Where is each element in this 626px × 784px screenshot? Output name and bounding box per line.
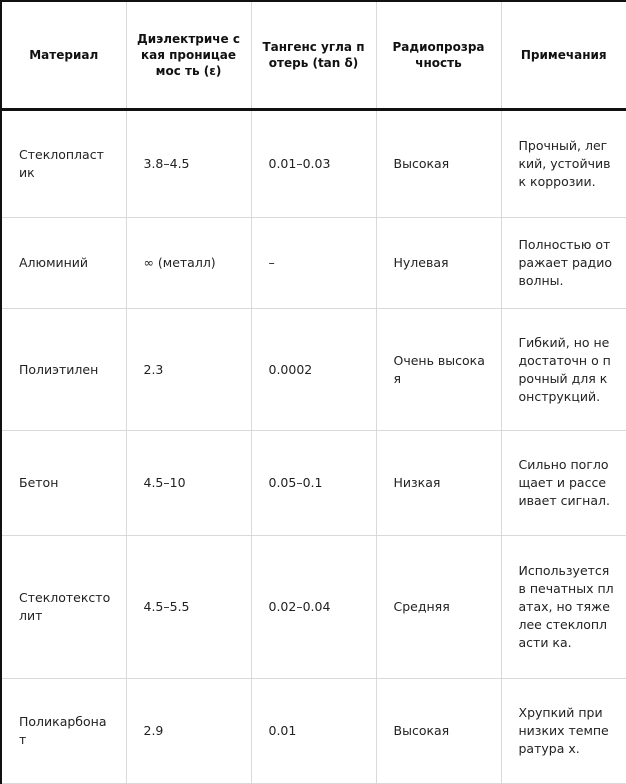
cell-notes: Хрупкий при низких температура х. — [501, 679, 626, 784]
cell-notes: Сильно поглощает и рассеивает сигнал. — [501, 431, 626, 536]
cell-notes: Используется в печатных платах, но тяжелее стеклопласти ка. — [501, 536, 626, 679]
header-dielectric-permittivity: Диэлектриче ская проницаемос ть (ε) — [126, 1, 251, 110]
header-row — [1, 1, 626, 110]
table-row — [1, 309, 626, 431]
cell-loss-tangent: 0.0002 — [251, 309, 376, 431]
table-row — [1, 431, 626, 536]
cell-notes: Гибкий, но недостаточн о прочный для конструкций. — [501, 309, 626, 431]
cell-permittivity: 2.9 — [126, 679, 251, 784]
cell-permittivity: 2.3 — [126, 309, 251, 431]
cell-radio-transparency: Низкая — [376, 431, 501, 536]
table-row — [1, 218, 626, 309]
cell-radio-transparency: Средняя — [376, 536, 501, 679]
cell-permittivity: 4.5–10 — [126, 431, 251, 536]
cell-permittivity: 4.5–5.5 — [126, 536, 251, 679]
cell-radio-transparency: Высокая — [376, 679, 501, 784]
header-radio-transparency: Радиопрозра чность — [376, 1, 501, 110]
table-row — [1, 536, 626, 679]
cell-permittivity: 3.8–4.5 — [126, 110, 251, 218]
cell-loss-tangent: 0.05–0.1 — [251, 431, 376, 536]
cell-material: Поликарбона т — [1, 679, 126, 784]
header-loss-tangent: Тангенс угла потерь (tan δ) — [251, 1, 376, 110]
cell-loss-tangent: 0.02–0.04 — [251, 536, 376, 679]
header-notes: Примечания — [501, 1, 626, 110]
table-body — [1, 110, 626, 784]
cell-loss-tangent: 0.01 — [251, 679, 376, 784]
header-material: Материал — [1, 1, 126, 110]
table-row — [1, 110, 626, 218]
cell-loss-tangent: 0.01–0.03 — [251, 110, 376, 218]
cell-material: Стеклотексто лит — [1, 536, 126, 679]
cell-radio-transparency: Нулевая — [376, 218, 501, 309]
cell-material: Стеклопласт ик — [1, 110, 126, 218]
table-row — [1, 679, 626, 784]
cell-material: Бетон — [1, 431, 126, 536]
cell-loss-tangent: – — [251, 218, 376, 309]
cell-material: Алюминий — [1, 218, 126, 309]
table-header — [1, 1, 626, 110]
cell-notes: Прочный, легкий, устойчив к коррозии. — [501, 110, 626, 218]
cell-radio-transparency: Высокая — [376, 110, 501, 218]
cell-permittivity: ∞ (металл) — [126, 218, 251, 309]
cell-notes: Полностью отражает радиоволны. — [501, 218, 626, 309]
cell-radio-transparency: Очень высокая — [376, 309, 501, 431]
cell-material: Полиэтилен — [1, 309, 126, 431]
